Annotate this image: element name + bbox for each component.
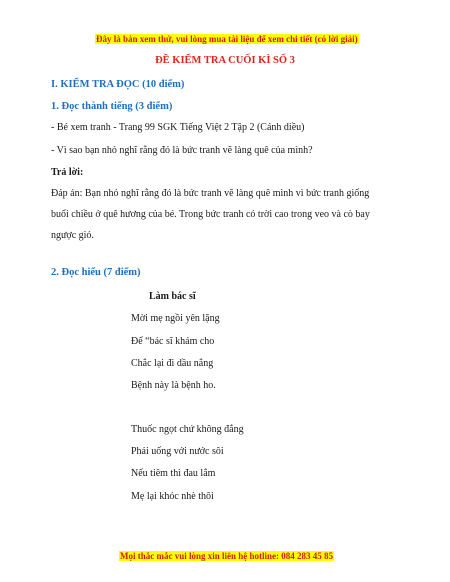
poem-line: Mẹ lại khóc nhè thôi xyxy=(131,491,214,502)
poem-line: Để “bác sĩ khám cho xyxy=(131,336,215,347)
poem-line: Nếu tiêm thì đau lắm xyxy=(131,468,216,479)
task-line-2: - Vì sao bạn nhỏ nghĩ rằng đó là bức tranh vẽ làng quê của mình? xyxy=(51,145,313,156)
poem-line: Chắc lại đi dầu nắng xyxy=(131,358,214,369)
poem-title: Làm bác sĩ xyxy=(149,291,196,302)
document-title: ĐỀ KIỂM TRA CUỐI KÌ SỐ 3 xyxy=(155,55,295,66)
poem-line: Bệnh này là bệnh ho. xyxy=(131,380,216,391)
preview-banner xyxy=(95,29,359,47)
section-heading-reading: I. KIỂM TRA ĐỌC (10 điểm) xyxy=(51,79,185,90)
answer-label: Trả lời: xyxy=(51,167,84,178)
subsection-heading-comprehension: 2. Đọc hiểu (7 điểm) xyxy=(51,267,141,278)
subsection-heading-read-aloud: 1. Đọc thành tiếng (3 điểm) xyxy=(51,101,173,112)
poem-line: Phải uống với nước sôi xyxy=(131,446,224,457)
task-line-1: - Bé xem tranh - Trang 99 SGK Tiếng Việt 2 Tập 2 (Cánh diều) xyxy=(51,122,305,133)
poem-line: Mời mẹ ngồi yên lặng xyxy=(131,313,220,324)
poem-line: Thuốc ngọt chứ không đắng xyxy=(131,424,244,435)
hotline-banner-text: Mọi thắc mắc vui lòng xin liên hệ hotline: 084 283 45 85 xyxy=(120,551,334,561)
hotline-banner xyxy=(119,546,334,564)
answer-paragraph: Đáp án: Bạn nhỏ nghĩ rằng đó là bức tranh vẽ làng quê mình vì bức tranh giống buổi chiều ở quê hương của bé. Trong bức tranh có trời cao trong veo và cò bay ngược gió. xyxy=(51,188,370,241)
preview-banner-text: Đây là bản xem thử, vui lòng mua tài liệu để xem chi tiết (có lời giải) xyxy=(96,34,358,44)
